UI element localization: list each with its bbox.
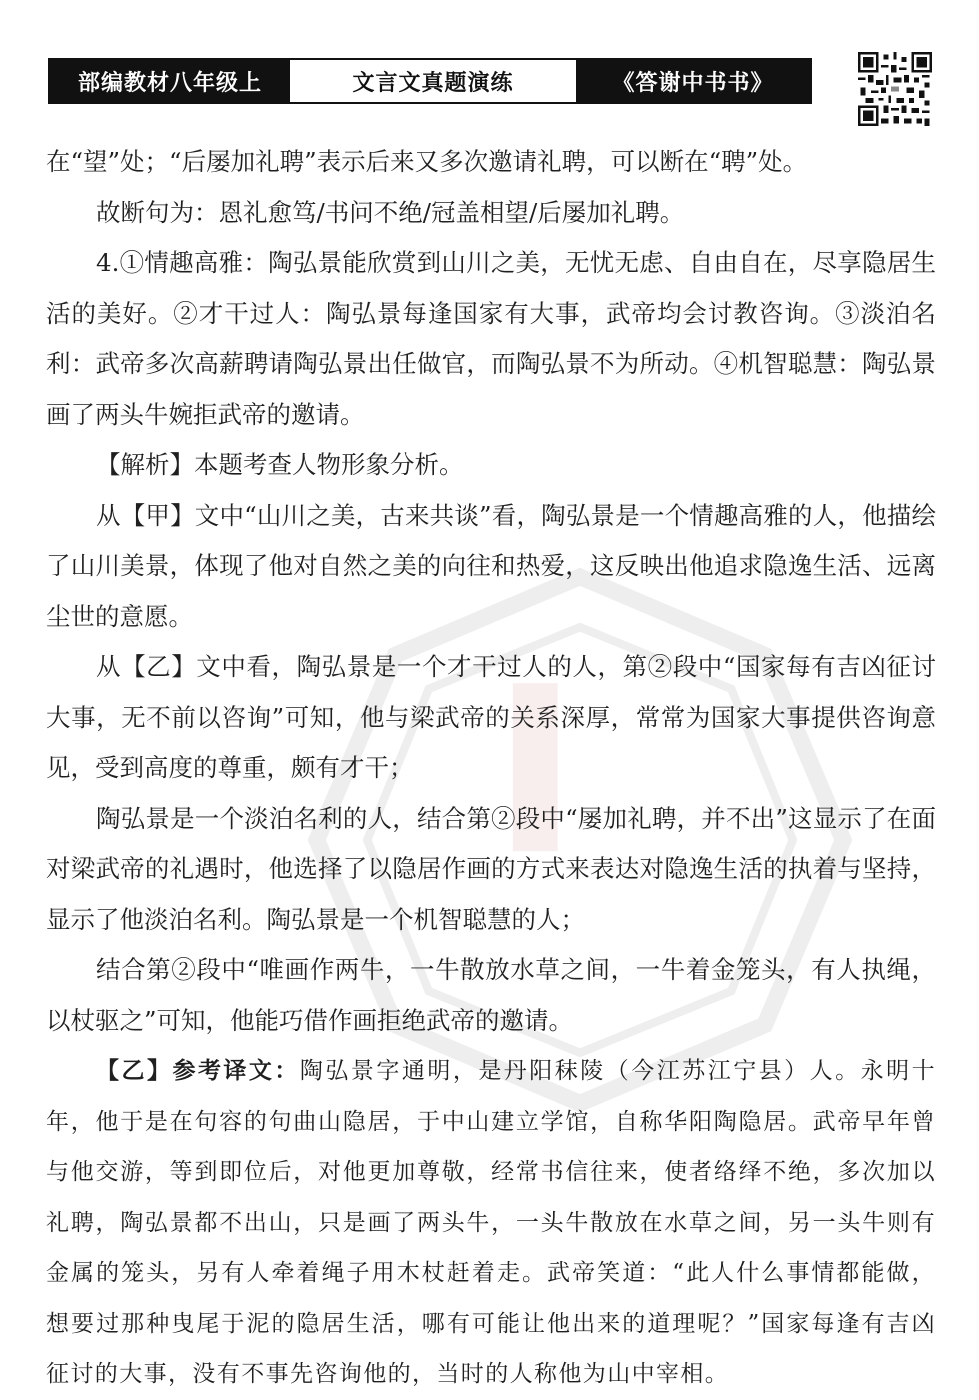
- header-textbook: 部编教材八年级上: [50, 60, 290, 102]
- paragraph: 【解析】本题考查人物形象分析。: [96, 450, 464, 479]
- paragraph: 从【甲】文中“山川之美，古来共谈”看，陶弘景是一个情趣高雅的人，他描绘了山川美景，体现了他对自然之美的向往和热爱，这反映出他追求隐逸生活、远离尘世的意愿。: [46, 500, 936, 631]
- translation-label: 【乙】参考译文：: [96, 1057, 300, 1084]
- translation-text: 陶弘景字通明，是丹阳秣陵（今江苏江宁县）人。永明十年，他于是在句容的句曲山隐居，于中山建立学馆，自称华阳陶隐居。武帝早年曾与他交游，等到即位后，对他更加尊敬，经常书信往来，使者络绎不绝，多次加以礼聘，陶弘景都不出山，只是画了两头牛，一头牛散放在水草之间，另一头牛则有金属的笼头，另有人牵着绳子用木杖赶着走。武帝笑道：“此人什么事情都能做，想要过那种曳尾于泥的隐居生活，哪有可能让他出来的道理呢？”国家每逢有吉凶征讨的大事，没有不事先咨询他的，当时的人称他为山中宰相。: [46, 1058, 937, 1387]
- header-lesson: 《答谢中书书》: [576, 60, 810, 102]
- paragraph: 从【乙】文中看，陶弘景是一个才干过人的人，第②段中“国家每有吉凶征讨大事，无不前以咨询”可知，他与梁武帝的关系深厚，常常为国家大事提供咨询意见，受到高度的尊重，颇有才干；: [46, 652, 936, 782]
- paragraph: 故断句为：恩礼愈笃/书问不绝/冠盖相望/后屡加礼聘。: [96, 197, 685, 227]
- header-bar: [48, 58, 812, 104]
- paragraph: 在“望”处；“后屡加礼聘”表示后来又多次邀请礼聘，可以断在“聘”处。: [46, 147, 808, 176]
- paragraph: 4.①情趣高雅：陶弘景能欣赏到山川之美，无忧无虑、自由自在，尽享隐居生活的美好。②才干过人：陶弘景每逢国家有大事，武帝均会讨教咨询。③淡泊名利：武帝多次高薪聘请陶弘景出任做官，而陶弘景不为所动。④机智聪慧：陶弘景画了两头牛婉拒武帝的邀请。: [46, 248, 936, 429]
- answer-content: [46, 137, 936, 1400]
- header-section: 文言文真题演练: [290, 60, 576, 102]
- paragraph: 结合第②段中“唯画作两牛，一牛散放水草之间，一牛着金笼头，有人执绳，以杖驱之”可知，他能巧借作画拒绝武帝的邀请。: [46, 955, 936, 1035]
- paragraph: 陶弘景是一个淡泊名利的人，结合第②段中“屡加礼聘，并不出”这显示了在面对梁武帝的礼遇时，他选择了以隐居作画的方式来表达对隐逸生活的执着与坚持，显示了他淡泊名利。陶弘景是一个机智聪慧的人；: [46, 803, 936, 934]
- qr-code-icon: [858, 52, 932, 126]
- reference-translation: [46, 1046, 936, 1400]
